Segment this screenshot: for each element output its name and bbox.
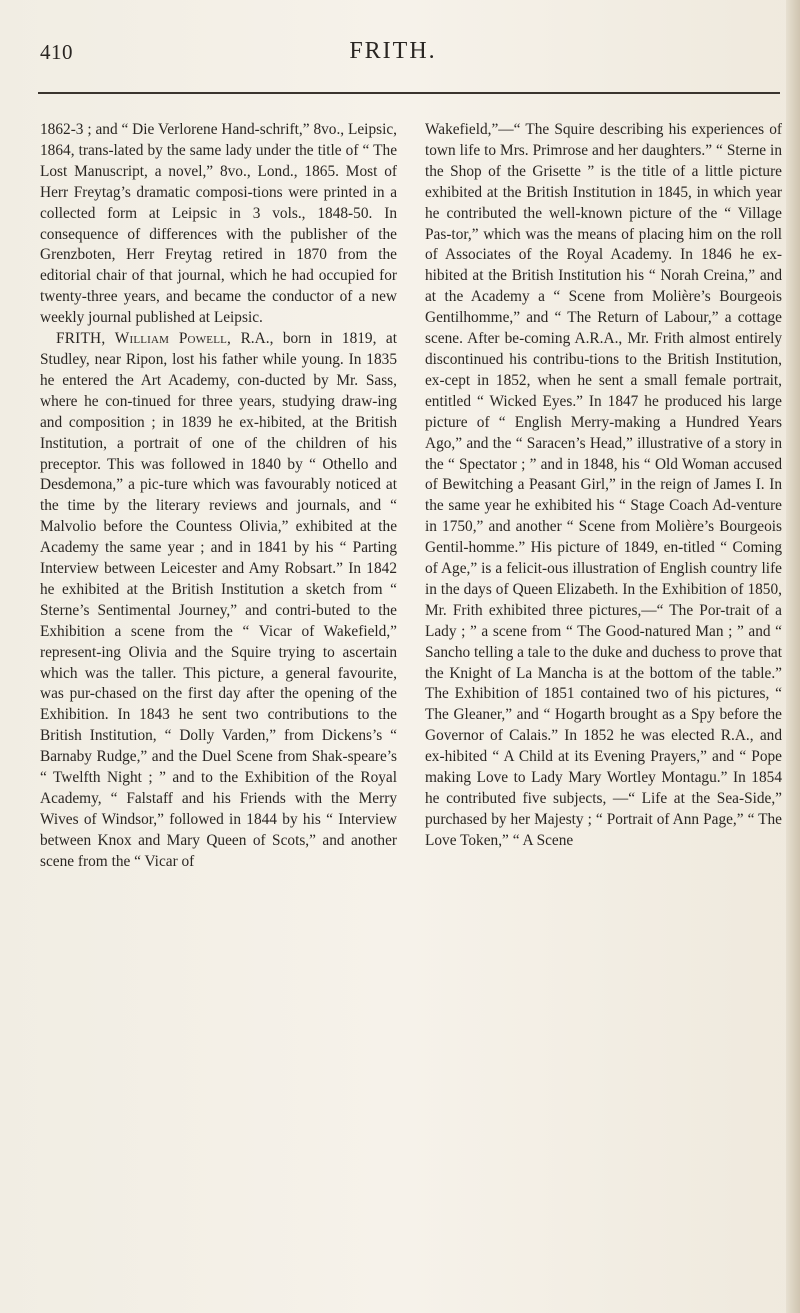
frith-entry-text: R.A., born in 1819, at Studley, near Ripon, lost his father while young. In 1835 he entered the Art Academy, con-ducted by Mr. Sass, where he con-tinued for three years, studying draw-ing and composition ; in 1839 he ex-hibited, at the British Institution, a portrait of one of the children of his preceptor. This was followed in 1840 by “ Othello and Desdemona,” a pic-ture which was favourably noticed at the time by the literary reviews and journals, and “ Malvolio before the Countess Olivia,” exhibited at the Academy the same year ; and in 1841 by his “ Parting Interview between Leicester and Amy Robsart.” In 1842 he exhibited at the British Institution a sketch from “ Sterne’s Sentimental Journey,” and contri-buted to the Exhibition a scene from the “ Vicar of Wakefield,” represent-ing Olivia and the Squire trying to ascertain which was the taller. This picture, a general favourite, was pur-chased on the first day after the opening of the Exhibition. In 1843 he sent two contributions to the British Institution, “ Dolly Varden,” from Dickens’s “ Barnaby Rudge,” and the Duel Scene from Shak-speare’s “ Twelfth Night ; ” and to the Exhibition of the Royal Academy, “ Falstaff and his Friends with the Merry Wives of Windsor,” followed in 1844 by his “ Interview between Knox and Mary Queen of Scots,” and another scene from the “ Vicar of [40,330,397,870]
frith-entry-continued: Wakefield,”—“ The Squire describing his experiences of town life to Mrs. Primrose and her daughters.” “ Sterne in the Shop of the Grisette ” is the title of a little picture exhibited at the British Institution in 1845, in which year he contributed the well-known picture of the “ Village Pas-tor,” which was the means of placing him on the roll of Associates of the Royal Academy. In 1846 he ex-hibited at the British Institution his “ Norah Creina,” and at the Academy a “ Scene from Molière’s Bourgeois Gentilhomme,” and “ The Return of Labour,” a cottage scene. After be-coming A.R.A., Mr. Frith almost entirely discontinued his contribu-tions to the British Institution, ex-cept in 1852, when he sent a small female portrait, entitled “ Wicked Eyes.” In 1847 he produced his large picture of “ English Merry-making a Hundred Years Ago,” and the “ Saracen’s Head,” illustrative of a story in the “ Spectator ; ” and in 1848, his “ Old Woman accused of Bewitching a Peasant Girl,” in the reign of James I. In the same year he exhibited his “ Stage Coach Ad-venture in 1750,” and another “ Scene from Molière’s Bourgeois Gentil-homme.” His picture of 1849, en-titled “ Coming of Age,” is a felicit-ous illustration of English country life in the days of Queen Elizabeth. In the Exhibition of 1850, Mr. Frith exhibited three pictures,—“ The Por-trait of a Lady ; ” a scene from “ The Good-natured Man ; ” and “ Sancho telling a tale to the duke and duchess to prove that the Knight of La Mancha is at the bottom of the table.” The Exhibition of 1851 contained two of his pictures, “ The Gleaner,” and “ Hogarth brought as a Spy before the Governor of Calais.” In 1852 he was elected R.A., and ex-hibited “ A Child at its Evening Prayers,” and “ Pope making Love to Lady Mary Wortley Montagu.” In 1854 he contributed five subjects, —“ Life at the Sea-Side,” purchased by her Majesty ; “ Portrait of Ann Page,” “ The Love Token,” “ A Scene [425,121,782,849]
right-column [425,120,782,1300]
page-header [0,0,786,92]
running-head: FRITH. [349,38,437,64]
text-columns [40,120,782,1300]
header-rule [38,92,780,94]
page-number: 410 [40,40,73,64]
page-edge-shadow [786,0,800,1313]
entry-heading-frith: FRITH, William Powell, [56,330,232,348]
frith-entry [40,329,397,873]
left-column [40,120,397,1300]
freytag-entry-continuation: 1862-3 ; and “ Die Verlorene Hand-schrift,” 8vo., Leipsic, 1864, trans-lated by the same lady under the title of “ The Lost Manuscript, a novel,” 8vo., Lond., 1865. Most of Herr Freytag’s dramatic composi-tions were printed in a collected form at Leipsic in 3 vols., 1848-50. In consequence of differences with the publisher of the Grenzboten, Herr Freytag retired in 1870 from the editorial chair of that journal, which he had occupied for twenty-three years, and became the conductor of a new weekly journal published at Leipsic. [40,121,397,327]
